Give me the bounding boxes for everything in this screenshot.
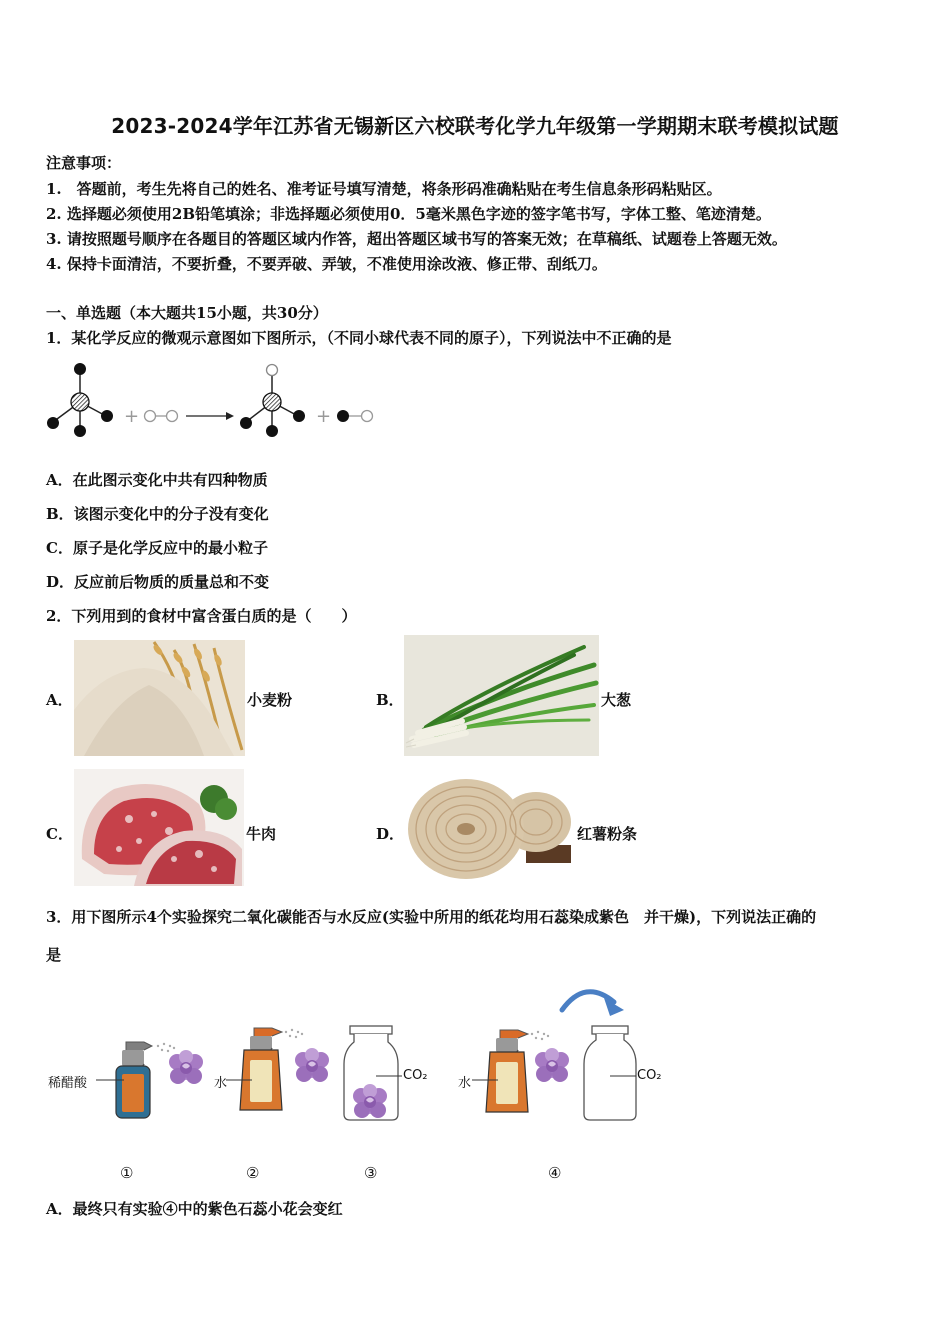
experiment-2-flower	[295, 1048, 329, 1082]
notice-heading: 注意事项：	[46, 154, 122, 172]
q2-option-b-caption: 大葱	[601, 691, 632, 709]
green-onion-image	[404, 635, 599, 756]
co2-label-2: CO₂	[637, 1068, 662, 1083]
experiment-4-gas-jar	[584, 1026, 636, 1120]
experiment-number-2: ②	[246, 1164, 260, 1182]
q3-experiment-drawing	[40, 980, 680, 1190]
svg-text:+: +	[124, 406, 140, 427]
notice-item-4: 4. 保持卡面清洁，不要折叠，不要弄破、弄皱，不准使用涂改液、修正带、刮纸刀。	[46, 255, 607, 273]
q2-option-c-letter: C．	[46, 825, 73, 843]
product-molecule-2	[337, 410, 373, 422]
beef-image	[74, 769, 244, 886]
q3-option-a: A．最终只有实验④中的紫色石蕊小花会变红	[46, 1200, 343, 1218]
q2-option-c-caption: 牛肉	[246, 825, 277, 843]
section-heading: 一、单选题（本大题共15小题，共30分）	[46, 304, 328, 322]
q2-stem: 2．下列用到的食材中富含蛋白质的是（ ）	[46, 607, 357, 625]
co2-label-1: CO₂	[403, 1068, 428, 1083]
experiment-number-4: ④	[548, 1164, 562, 1182]
experiment-4-flower	[535, 1048, 569, 1082]
q2-option-b-letter: B．	[376, 691, 404, 709]
water-label-2: 水	[458, 1076, 472, 1091]
product-molecule-1	[240, 365, 305, 438]
q2-option-d-caption: 红薯粉条	[577, 825, 638, 843]
q2-option-d-letter: D．	[376, 825, 405, 843]
q3-stem-line2: 是	[46, 946, 62, 964]
q1-option-c: C．原子是化学反应中的最小粒子	[46, 539, 268, 557]
transfer-arrow	[562, 992, 624, 1016]
reaction-arrow	[186, 412, 234, 420]
q1-option-a: A．在此图示变化中共有四种物质	[46, 471, 268, 489]
svg-text:+: +	[316, 406, 332, 427]
noodles-image	[406, 767, 576, 887]
q1-stem: 1．某化学反应的微观示意图如下图所示，（不同小球代表不同的原子），下列说法中不正确的是	[46, 329, 672, 347]
q1-reaction-diagram	[40, 358, 390, 442]
experiment-number-1: ①	[120, 1164, 134, 1182]
reactant-molecule-1	[47, 363, 113, 437]
q3-stem-line1: 3．用下图所示4个实验探究二氧化碳能否与水反应(实验中所用的纸花均用石蕊染成紫色 并干燥)，下列说法正确的	[46, 908, 817, 926]
reactant-molecule-2	[145, 411, 178, 422]
experiment-number-3: ③	[364, 1164, 378, 1182]
page-title: 2023-2024学年江苏省无锡新区六校联考化学九年级第一学期期末联考模拟试题	[111, 114, 839, 138]
experiment-2-spray-bottle	[226, 1028, 303, 1110]
q2-option-a-caption: 小麦粉	[247, 691, 293, 709]
q1-option-d: D．反应前后物质的质量总和不变	[46, 573, 270, 591]
notice-item-2: 2. 选择题必须使用2B铅笔填涂；非选择题必须使用0．5毫米黑色字迹的签字笔书写，字体工整、笔迹清楚。	[46, 205, 771, 223]
experiment-3-flower	[353, 1084, 387, 1118]
experiment-1-spray-bottle	[96, 1042, 175, 1118]
experiment-1-flower	[169, 1050, 203, 1084]
q3-experiment-diagram	[40, 980, 680, 1190]
acid-label: 稀醋酸	[48, 1076, 88, 1091]
notice-item-1: 1. 答题前，考生先将自己的姓名、准考证号填写清楚，将条形码准确粘贴在考生信息条形码粘贴区。	[46, 180, 722, 198]
flour-image	[74, 640, 245, 756]
water-label-1: 水	[214, 1076, 228, 1091]
q1-option-b: B．该图示变化中的分子没有变化	[46, 505, 269, 523]
notice-item-3: 3. 请按照题号顺序在各题目的答题区域内作答，超出答题区域书写的答案无效；在草稿纸、试题卷上答题无效。	[46, 230, 787, 248]
q2-option-a-letter: A．	[46, 691, 73, 709]
